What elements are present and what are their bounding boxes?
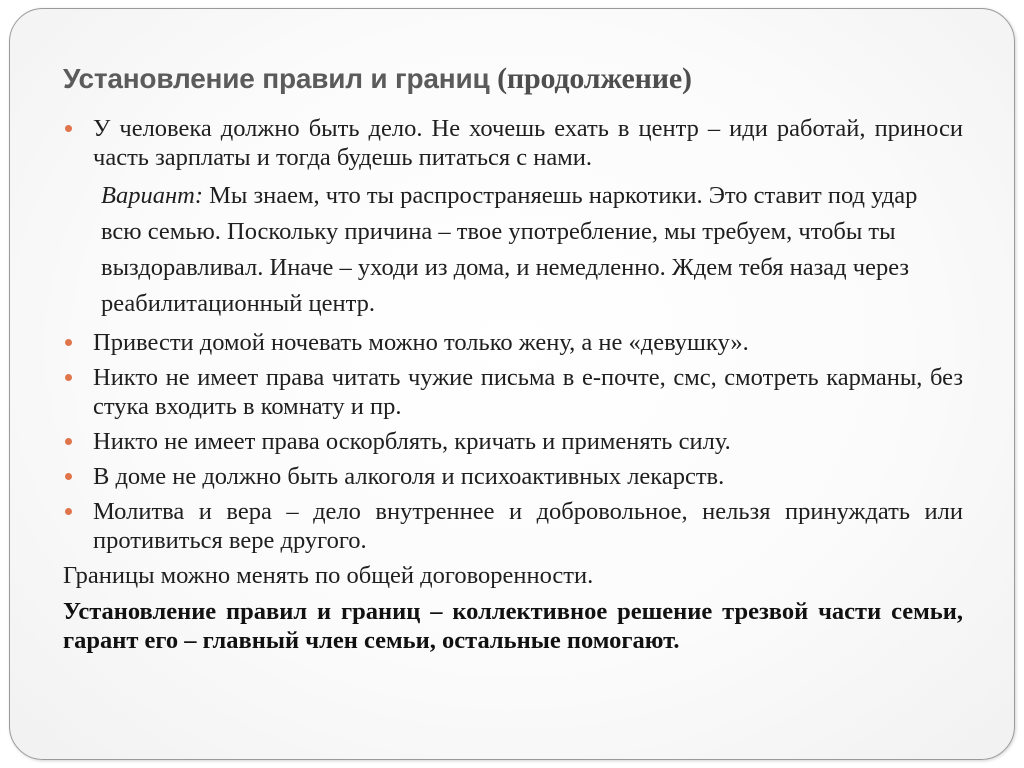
bullet-dot-icon: [65, 473, 72, 480]
conclusion-text: Установление правил и границ – коллективное решение трезвой части семьи, гарант его – главный член семьи, остальные помогают.: [63, 598, 963, 654]
slide-title: [63, 62, 692, 96]
variant-label: Вариант:: [101, 182, 203, 209]
bullet-list: [63, 114, 963, 555]
bullet-item-2: [63, 328, 963, 357]
bullet-text: Никто не имеет права читать чужие письма в е-почте, смс, смотреть карманы, без стука входить в комнату и пр.: [93, 364, 963, 420]
bullet-item-6: [63, 497, 963, 555]
slide-title-main: Установление правил и границ: [63, 63, 490, 94]
bullet-item-3: [63, 363, 963, 421]
bullet-item-1: [63, 114, 963, 322]
bullet-dot-icon: [65, 374, 72, 381]
slide-title-suffix: (продолжение): [497, 62, 692, 95]
bullet-dot-icon: [65, 339, 72, 346]
bullet-item-4: [63, 427, 963, 456]
bullet-dot-icon: [65, 508, 72, 515]
bullet-item-5: [63, 462, 963, 491]
bullet-text: Никто не имеет права оскорблять, кричать и применять силу.: [93, 428, 731, 455]
bullet-dot-icon: [65, 438, 72, 445]
bullet-dot-icon: [65, 125, 72, 132]
slide-content: [63, 114, 963, 655]
variant-text: Мы знаем, что ты распространяешь наркотики. Это ставит под удар всю семью. Поскольку причина – твое употребление, мы требуем, чтобы ты выздоравливал. Иначе – уходи из дома, и немедленно. Ждем тебя назад через реабилитационный центр.: [101, 182, 918, 317]
bullet-text: У человека должно быть дело. Не хочешь ехать в центр – иди работай, приноси часть зарплаты и тогда будешь питаться с нами.: [93, 115, 963, 171]
bullet-text: В доме не должно быть алкоголя и психоактивных лекарств.: [93, 463, 725, 490]
note-line: Границы можно менять по общей договоренности.: [63, 562, 594, 589]
bullet-text: Привести домой ночевать можно только жену, а не «девушку».: [93, 329, 749, 356]
bullet-text: Молитва и вера – дело внутреннее и добровольное, нельзя принуждать или противиться вере другого.: [93, 498, 963, 554]
variant-block: [101, 178, 921, 322]
